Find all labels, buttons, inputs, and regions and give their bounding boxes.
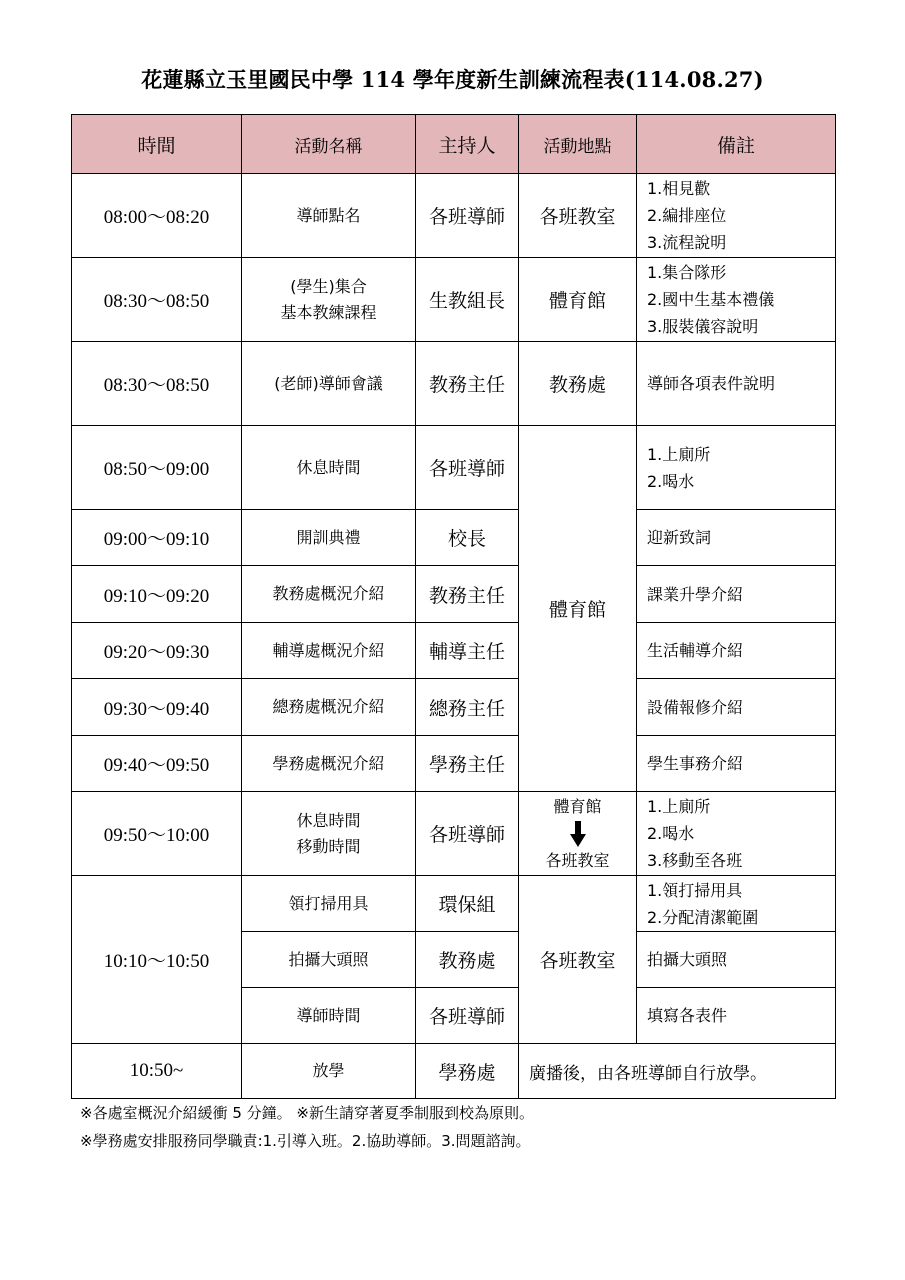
footnote: ※學務處安排服務同學職責:1.引導入班。2.協助導師。3.問題諮詢。 (80, 1132, 531, 1150)
activity-cell (242, 426, 416, 510)
activity-line: 基本教練課程 (280, 302, 377, 322)
time-cell: 09:50～10:00 (72, 792, 242, 876)
activity-cell (242, 342, 416, 426)
activity-line: 休息時間 (296, 457, 361, 477)
header-location: 活動地點 (519, 115, 637, 174)
host-cell: 校長 (416, 510, 519, 566)
host-cell: 各班導師 (416, 988, 519, 1044)
activity-line: 輔導處概況介紹 (272, 640, 385, 660)
activity-line: 放學 (312, 1061, 345, 1080)
location-cell: 教務處 (519, 342, 637, 426)
note-line: 1.領打掃用具 (647, 880, 743, 900)
activity-line: 開訓典禮 (296, 527, 361, 547)
notes-cell (637, 566, 836, 623)
table-row (72, 623, 836, 679)
arrow-down-icon (570, 821, 586, 847)
host-cell: 總務主任 (416, 679, 519, 736)
note-line: 2.喝水 (647, 824, 695, 843)
location-to: 各班教室 (545, 850, 610, 870)
note-line: 1.上廁所 (647, 797, 711, 816)
activity-line: 教務處概況介紹 (272, 584, 385, 603)
note-line: 拍攝大頭照 (647, 950, 728, 969)
activity-cell (242, 174, 416, 258)
activity-line: 導師時間 (296, 1005, 361, 1025)
note-line: 3.移動至各班 (647, 851, 743, 870)
time-cell: 09:40～09:50 (72, 736, 242, 792)
time-cell: 08:50～09:00 (72, 426, 242, 510)
time-cell: 09:10～09:20 (72, 566, 242, 623)
host-cell: 教務主任 (416, 342, 519, 426)
notes-cell (637, 679, 836, 736)
table-row (72, 736, 836, 792)
host-cell: 學務處 (416, 1044, 519, 1099)
location-from: 體育館 (553, 796, 602, 816)
host-cell: 各班導師 (416, 792, 519, 876)
host-cell: 學務主任 (416, 736, 519, 792)
table-row (72, 510, 836, 566)
notes-cell (637, 510, 836, 566)
notes-cell (637, 174, 836, 258)
page-title: 花蓮縣立玉里國民中學 114 學年度新生訓練流程表(114.08.27) (141, 67, 764, 92)
time-cell: 08:00～08:20 (72, 174, 242, 258)
note-line: 學生事務介紹 (647, 754, 744, 773)
activity-cell (242, 510, 416, 566)
activity-cell (242, 736, 416, 792)
time-cell: 08:30～08:50 (72, 258, 242, 342)
activity-line: 拍攝大頭照 (288, 949, 369, 969)
notes-cell (637, 792, 836, 876)
notes-cell (637, 876, 836, 932)
activity-cell (242, 792, 416, 876)
location-cell: 各班教室 (519, 876, 637, 1044)
table-row (72, 174, 836, 258)
table-row (72, 258, 836, 342)
note-line: 廣播後，由各班導師自行放學。 (529, 1063, 767, 1084)
host-cell: 各班導師 (416, 426, 519, 510)
activity-cell (242, 1044, 416, 1099)
time-cell: 09:20～09:30 (72, 623, 242, 679)
host-cell: 教務主任 (416, 566, 519, 623)
note-line: 3.服裝儀容說明 (647, 317, 759, 336)
notes-cell (637, 426, 836, 510)
note-line: 1.上廁所 (647, 444, 711, 464)
header-notes: 備註 (637, 115, 836, 174)
schedule-table (71, 114, 836, 1099)
header-activity: 活動名稱 (242, 115, 416, 174)
activity-cell (242, 258, 416, 342)
note-line: 1.集合隊形 (647, 263, 727, 282)
notes-cell (637, 932, 836, 988)
activity-line: 休息時間 (296, 810, 361, 830)
header-host: 主持人 (416, 115, 519, 174)
activity-line: (學生)集合 (290, 276, 367, 296)
note-line: 填寫各表件 (647, 1006, 728, 1025)
activity-line: (老師)導師會議 (274, 373, 383, 393)
notes-cell (637, 258, 836, 342)
host-cell: 輔導主任 (416, 623, 519, 679)
location-cell: 體育館 (519, 426, 637, 792)
header-time: 時間 (72, 115, 242, 174)
activity-line: 領打掃用具 (288, 893, 369, 913)
notes-cell (519, 1044, 836, 1099)
activity-cell (242, 932, 416, 988)
note-line: 1.相見歡 (647, 179, 711, 198)
table-row (72, 426, 836, 510)
host-cell: 環保組 (416, 876, 519, 932)
footnote: ※各處室概況介紹緩衝 5 分鐘。 ※新生請穿著夏季制服到校為原則。 (80, 1104, 534, 1122)
location-cell: 體育館 (519, 258, 637, 342)
table-header-row (72, 115, 836, 174)
notes-cell (637, 342, 836, 426)
location-move-cell (519, 792, 637, 876)
table-row (72, 566, 836, 623)
note-line: 3.流程說明 (647, 233, 727, 252)
table-row (72, 792, 836, 876)
host-cell: 生教組長 (416, 258, 519, 342)
time-cell: 09:00～09:10 (72, 510, 242, 566)
note-line: 課業升學介紹 (647, 584, 744, 604)
note-line: 2.編排座位 (647, 206, 727, 225)
table-row (72, 876, 836, 932)
activity-cell (242, 566, 416, 623)
activity-line: 移動時間 (296, 836, 361, 856)
note-line: 2.喝水 (647, 471, 695, 491)
activity-cell (242, 988, 416, 1044)
activity-cell (242, 876, 416, 932)
time-cell: 10:50~ (72, 1044, 242, 1099)
note-line: 生活輔導介紹 (647, 641, 744, 660)
host-cell: 教務處 (416, 932, 519, 988)
table-row (72, 342, 836, 426)
host-cell: 各班導師 (416, 174, 519, 258)
activity-cell (242, 679, 416, 736)
notes-cell (637, 736, 836, 792)
table-row (72, 679, 836, 736)
table-row (72, 1044, 836, 1099)
note-line: 2.分配清潔範圍 (647, 907, 759, 927)
note-line: 設備報修介紹 (647, 697, 744, 717)
time-cell: 09:30～09:40 (72, 679, 242, 736)
activity-cell (242, 623, 416, 679)
activity-line: 導師點名 (296, 205, 361, 225)
time-cell: 08:30～08:50 (72, 342, 242, 426)
note-line: 2.國中生基本禮儀 (647, 290, 775, 309)
activity-line: 總務處概況介紹 (272, 697, 385, 716)
location-cell: 各班教室 (519, 174, 637, 258)
note-line: 迎新致詞 (647, 528, 712, 547)
note-line: 導師各項表件說明 (647, 374, 776, 393)
activity-line: 學務處概況介紹 (272, 753, 385, 773)
time-cell: 10:10～10:50 (72, 876, 242, 1044)
notes-cell (637, 988, 836, 1044)
notes-cell (637, 623, 836, 679)
